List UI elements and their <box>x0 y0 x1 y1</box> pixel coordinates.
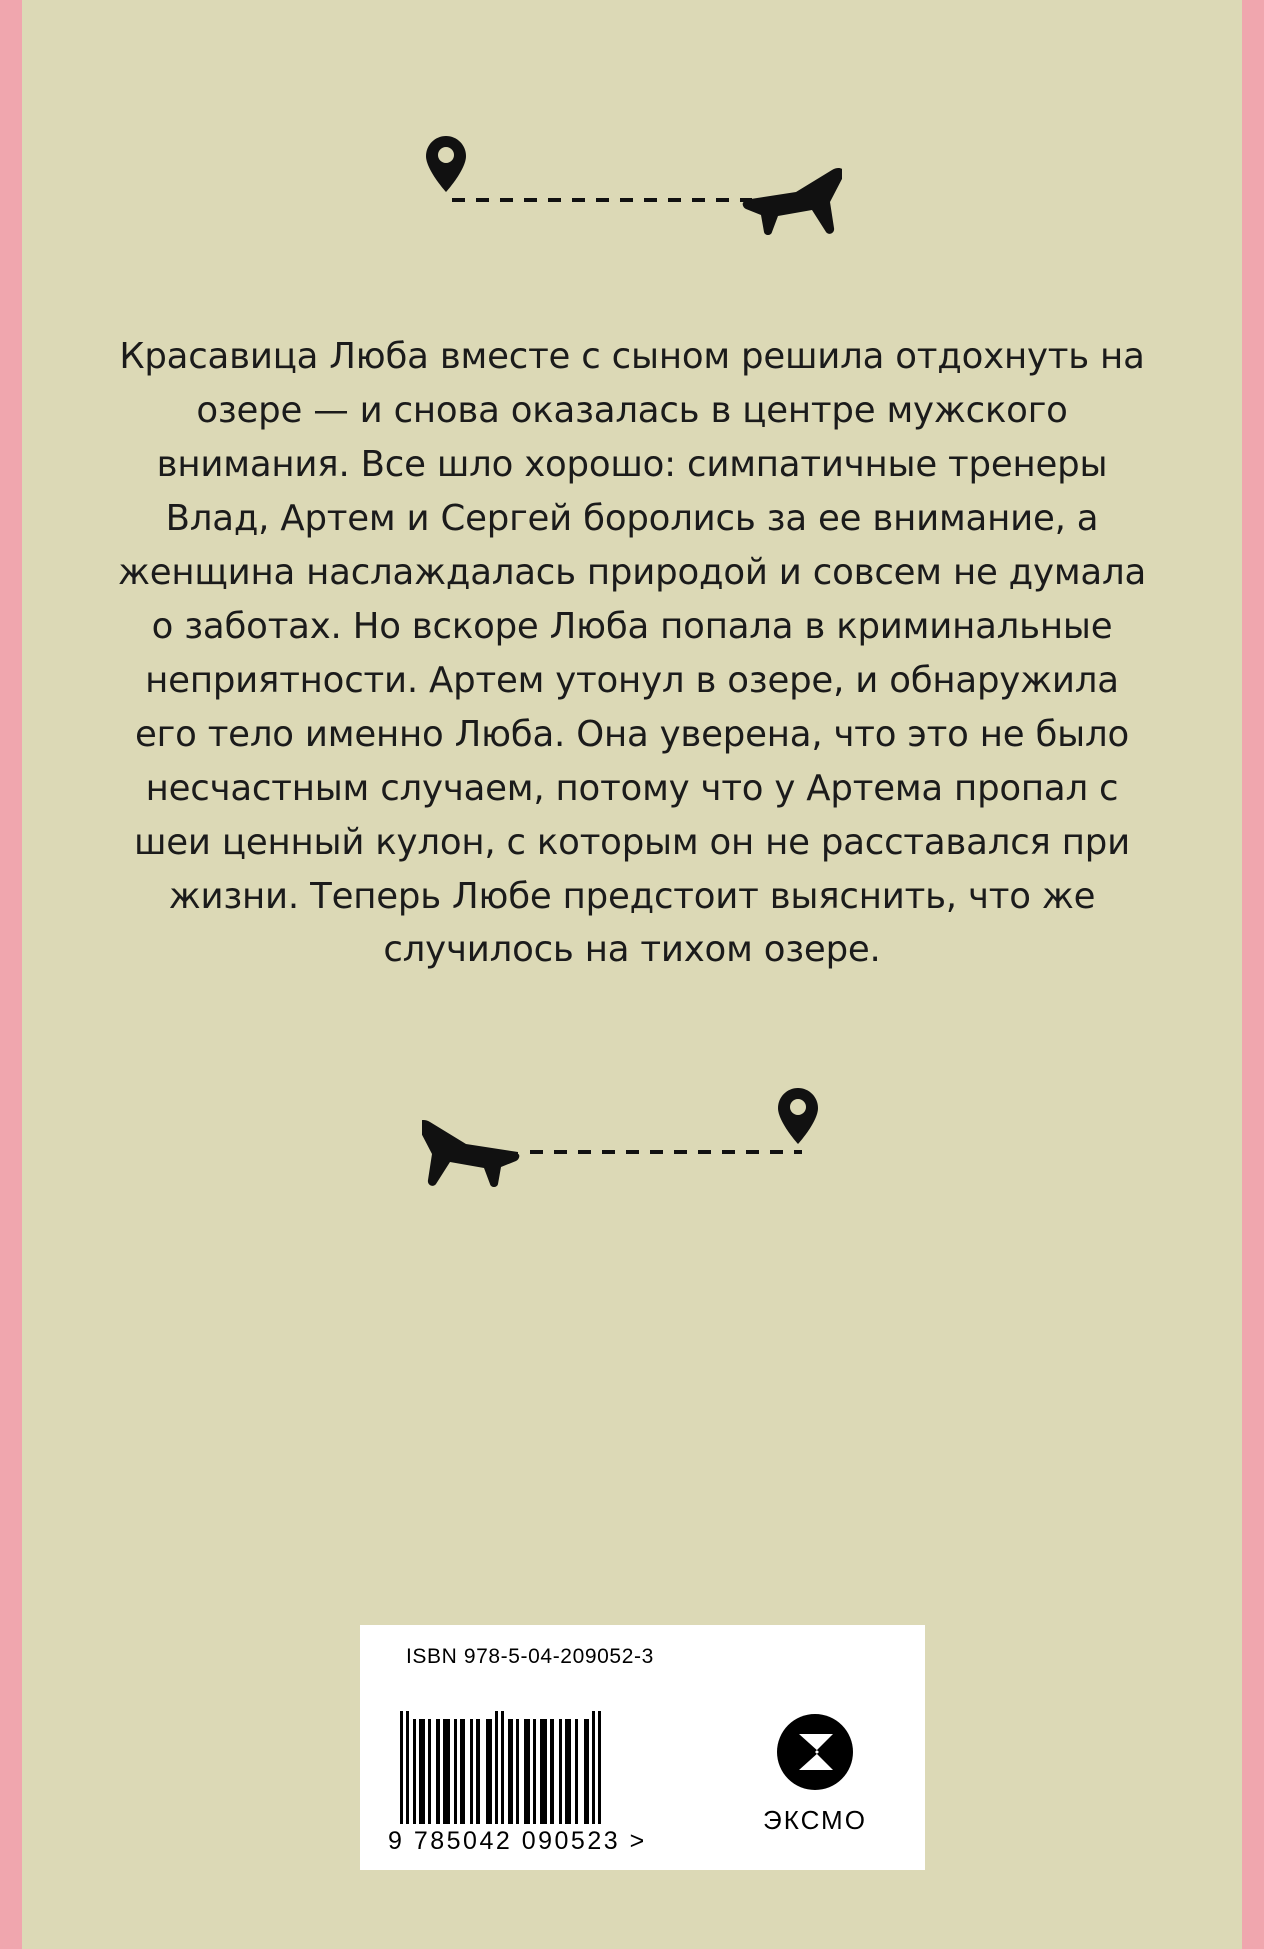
cover-surface <box>22 0 1242 1949</box>
eksmo-logo-icon <box>740 1712 890 1797</box>
map-pin-icon <box>426 136 466 192</box>
airplane-left-icon <box>422 1120 519 1187</box>
airplane-right-icon <box>743 168 842 235</box>
publisher-name: ЭКСМО <box>763 1805 867 1835</box>
spine-edge-left <box>0 0 22 1949</box>
publisher-block <box>740 1712 890 1836</box>
isbn-label: ISBN 978-5-04-209052-3 <box>406 1645 654 1668</box>
blurb-text: Красавица Люба вместе с сыном решила отдохнуть на озере — и снова оказалась в центре мужского внимания. Все шло хорошо: симпатичные тренеры Влад, Артем и Сергей боролись за ее внимание, а женщина наслаждалась природой и совсем не думала о заботах. Но вскоре Люба попала в криминальные неприятности. Артем утонул в озере, и обнаружила его тело именно Люба. Она уверена, что это не было несчастным случаем, потому что у Артема пропал с шеи ценный кулон, с которым он не расставался при жизни. Теперь Любе предстоит выяснить, что же случилось на тихом озере. <box>117 336 1147 971</box>
ornament-top <box>22 128 1242 248</box>
barcode-block <box>360 1625 925 1870</box>
spine-edge-right <box>1242 0 1264 1949</box>
ornament-bottom <box>22 1080 1242 1200</box>
map-pin-icon <box>778 1088 818 1144</box>
barcode-graphic <box>388 1719 718 1856</box>
barcode-bars <box>400 1719 718 1824</box>
barcode-digits: 9 785042 090523 > <box>388 1827 647 1855</box>
